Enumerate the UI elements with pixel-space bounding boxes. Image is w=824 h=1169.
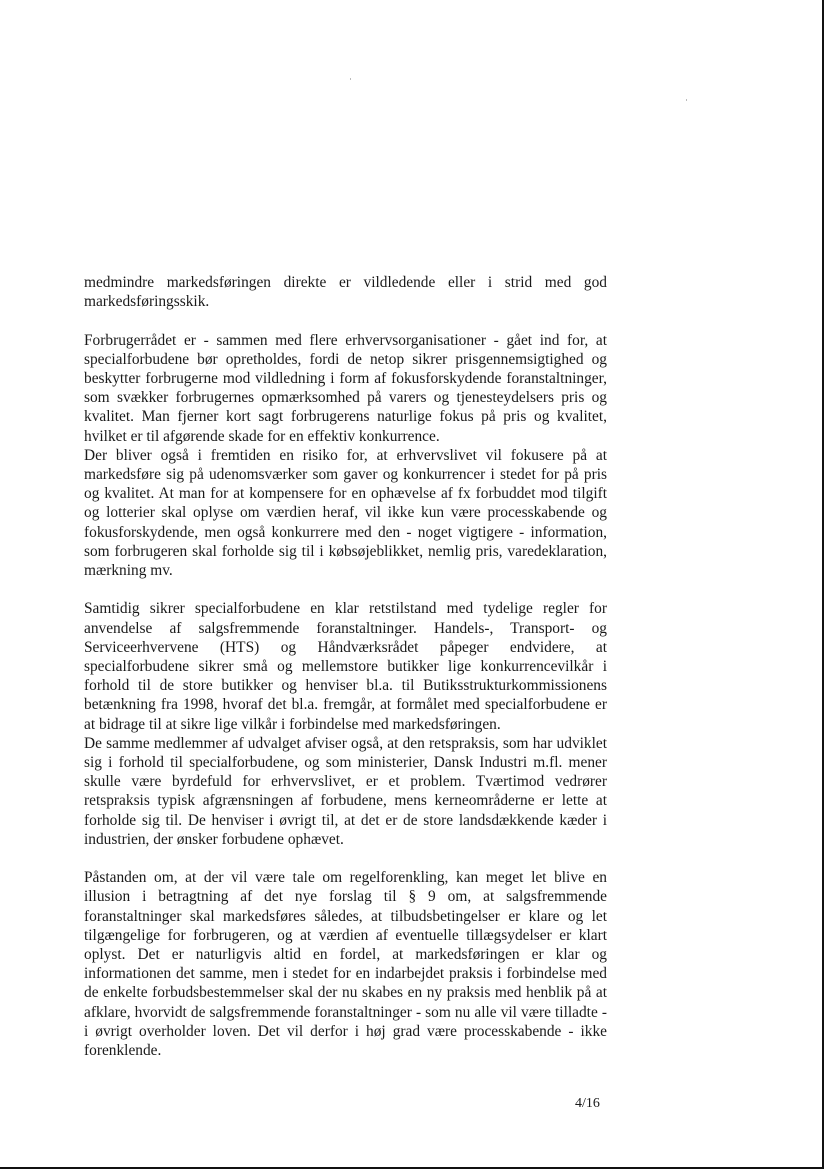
paragraph: Påstanden om, at der vil være tale om regelforenkling, kan meget let blive en illusion i betragtning af det nye forslag til § 9 om, at salgsfremmende foranstaltninger skal markedsføres således, at tilbudsbetingelser er klare og let tilgængelige for forbrugeren, og at værdien af eventuelle tillægsydelser er klart oplyst. Det er naturligvis altid en fordel, at markedsføringen er klar og informationen det samme, men i stedet for en indarbejdet praksis i forbindelse med de enkelte forbudsbestemmelser skal der nu skabes en ny praksis med henblik på at afklare, hvorvidt de salgsfremmende foranstaltninger - som nu alle vil være tilladte - i øvrigt overholder loven. Det vil derfor i høj grad være processkabende - ikke forenklende.	[84, 869, 607, 1060]
page-number: 4/16	[575, 1096, 600, 1111]
paragraph: Forbrugerrådet er - sammen med flere erhvervsorganisationer - gået ind for, at specialforbudene bør opretholdes, fordi de netop sikrer prisgennemsigtighed og beskytter forbrugerne mod vildledning i form af fokusforskydende foranstaltninger, som svækker forbrugernes opmærksomhed på varers og tjenesteydelsers pris og kvalitet. Man fjerner kort sagt forbrugerens naturlige fokus på pris og kvalitet, hvilket er til afgørende skade for en effektiv konkurrence.	[84, 331, 607, 445]
paragraph: De samme medlemmer af udvalget afviser også, at den retspraksis, som har udviklet sig i forhold til specialforbudene, og som ministerier, Dansk Industri m.fl. mener skulle være byrdefuld for erhvervslivet, er et problem. Tværtimod vedrører retspraksis typisk afgrænsningen af forbudene, mens kerneområderne er lette at forholde sig til. De henviser i øvrigt til, at det er de store landsdækkende kæder i industrien, der ønsker forbudene ophævet.	[84, 734, 607, 848]
paragraph: medmindre markedsføringen direkte er vildledende eller i strid med god markedsføringsskik.	[84, 274, 607, 311]
scan-speck	[686, 99, 687, 101]
document-body	[84, 273, 607, 1060]
paragraph: Der bliver også i fremtiden en risiko for, at erhvervslivet vil fokusere på at markedsføre sig på udenomsværker som gaver og konkurrencer i stedet for på pris og kvalitet. At man for at kompensere for en ophævelse af fx forbuddet mod tilgift og lotterier skal oplyse om værdien heraf, vil ikke kun være processkabende og fokusforskydende, men også konkurrere med den - noget vigtigere - information, som forbrugeren skal forholde sig til i købsøjeblikket, nemlig pris, varedeklaration, mærkning mv.	[84, 446, 607, 580]
scan-speck	[350, 78, 351, 80]
paragraph: Samtidig sikrer specialforbudene en klar retstilstand med tydelige regler for anvendelse af salgsfremmende foranstaltninger. Handels-, Transport- og Serviceerhvervene (HTS) og Håndværksrådet påpeger endvidere, at specialforbudene sikrer små og mellemstore butikker lige konkurrencevilkår i forhold til de store butikker og henviser bl.a. til Butiksstrukturkommissionens betænkning fra 1998, hvoraf det bl.a. fremgår, at formålet med specialforbudene er at bidrage til at sikre lige vilkår i forbindelse med markedsføringen.	[84, 600, 607, 733]
